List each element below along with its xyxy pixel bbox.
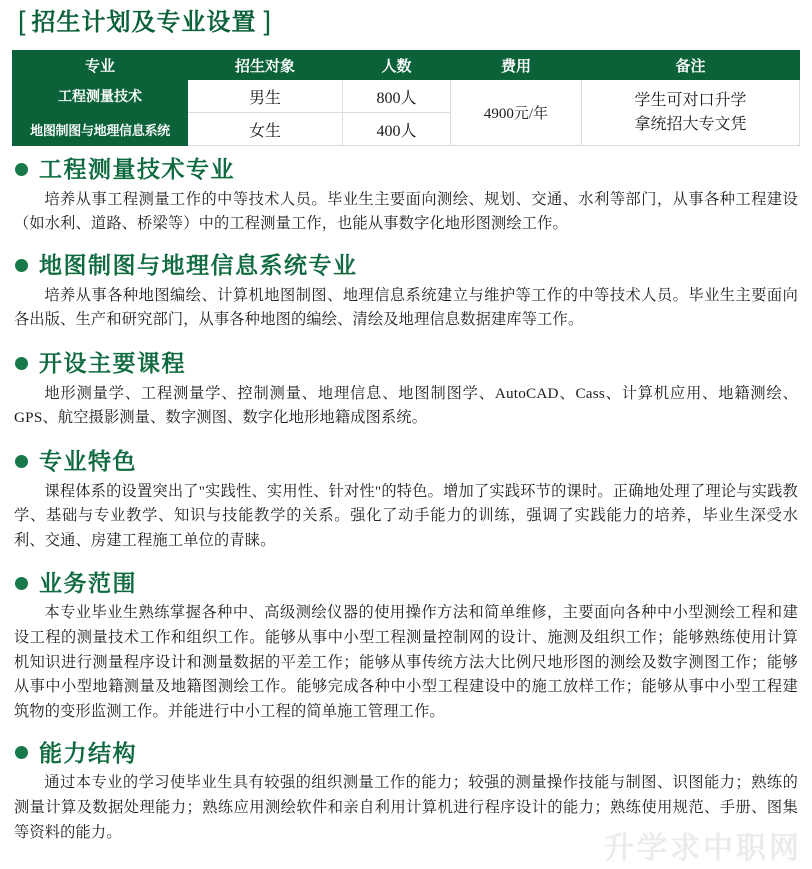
section-program-features: [0, 447, 812, 554]
section-title: 开设主要课程: [39, 350, 186, 376]
cell-count-2: 400人: [343, 113, 451, 146]
cell-fee: 4900元/年: [451, 80, 582, 146]
bracket-left-decoration: [: [18, 6, 26, 36]
column-header-major: 专业: [13, 51, 188, 80]
table-header-row: [13, 51, 800, 80]
column-header-fee: 费用: [451, 51, 582, 80]
column-header-target: 招生对象: [188, 51, 343, 80]
cell-major-1: 工程测量技术: [13, 80, 188, 113]
section-cartography-gis: [0, 251, 812, 333]
section-title: 专业特色: [39, 448, 137, 474]
section-heading: [12, 251, 800, 280]
section-engineering-surveying: [0, 155, 812, 237]
section-title: 地图制图与地理信息系统专业: [39, 252, 358, 278]
bullet-circle-icon: [15, 259, 28, 272]
cell-note: [582, 80, 800, 146]
section-title: 工程测量技术专业: [39, 156, 235, 182]
cell-count-1: 800人: [343, 80, 451, 113]
section-title: 业务范围: [39, 569, 137, 596]
note-line-1: 学生可对口升学: [634, 91, 747, 109]
section-body: 课程体系的设置突出了"实践性、实用性、针对性"的特色。增加了实践环节的课时。正确地处理了理论与实践教学、基础与专业教学、知识与技能教学的关系。强化了动手能力的训练，强调了实践能力的培养，毕业生深受水利、交通、房建工程施工单位的青睐。: [14, 482, 798, 549]
section-body: 地形测量学、工程测量学、控制测量、地理信息、地图制图学、AutoCAD、Cass、计算机应用、地籍测绘、GPS、航空摄影测量、数字测图、数字化地形地籍成图系统。: [14, 384, 798, 427]
enrollment-plan-table: [12, 50, 800, 146]
section-competency-structure: [0, 739, 812, 846]
section-heading: [12, 155, 800, 184]
bracket-right-decoration: ]: [263, 6, 272, 36]
section-heading: [12, 447, 800, 476]
bullet-circle-icon: [15, 163, 28, 176]
table-header: [13, 51, 800, 80]
column-header-note: 备注: [582, 51, 800, 80]
column-header-count: 人数: [343, 51, 451, 80]
bullet-circle-icon: [15, 746, 28, 759]
section-scope-of-work: [0, 569, 812, 725]
section-body: 本专业毕业生熟练掌握各种中、高级测绘仪器的使用操作方法和简单维修，主要面向各种中小型测绘工程和建设工程的测量技术工作和组织工作。能够从事中小型工程测量控制网的设计、施测及组织工作；能够熟练使用计算机知识进行测量程序设计和测量数据的平差工作；能够从事传统方法大比例尺地形图的测绘及数字测图工作；能够从事中小型地籍测量及地籍图测绘工作。能够完成各种中小型工程建设中的施工放样工作；能够从事中小型工程建筑物的变形监测工作。并能进行中小工程的简单施工管理工作。: [14, 604, 798, 720]
bullet-circle-icon: [15, 455, 28, 468]
bullet-circle-icon: [15, 577, 28, 590]
page-title-block: [18, 6, 271, 40]
cell-target-1: 男生: [188, 80, 343, 113]
section-heading: [12, 569, 800, 598]
section-title: 能力结构: [39, 739, 137, 766]
watermark-text: 升学求中职网: [604, 832, 802, 865]
page-title: 招生计划及专业设置: [31, 9, 257, 36]
bullet-circle-icon: [15, 357, 28, 370]
section-body: 培养从事工程测量工作的中等技术人员。毕业生主要面向测绘、规划、交通、水利等部门，从事各种工程建设（如水利、道路、桥梁等）中的工程测量工作，也能从事数字化地形图测绘工作。: [14, 190, 798, 233]
section-body: 培养从事各种地图编绘、计算机地图制图、地理信息系统建立与维护等工作的中等技术人员。毕业生主要面向各出版、生产和研究部门，从事各种地图的编绘、清绘及地理信息数据建库等工作。: [14, 286, 798, 329]
table-body: [13, 80, 800, 146]
section-heading: [12, 739, 800, 768]
cell-major-2: 地图制图与地理信息系统: [13, 113, 188, 146]
cell-target-2: 女生: [188, 113, 343, 146]
table-row: [13, 80, 800, 113]
note-line-2: 拿统招大专文凭: [634, 115, 747, 133]
content-sections: [0, 155, 812, 845]
section-heading: [12, 349, 800, 378]
section-body: 通过本专业的学习使毕业生具有较强的组织测量工作的能力；较强的测量操作技能与制图、识图能力；熟练的测量计算及数据处理能力；熟练应用测绘软件和亲自利用计算机进行程序设计的能力；熟练使用规范、手册、图集等资料的能力。: [14, 774, 798, 841]
section-main-courses: [0, 349, 812, 431]
